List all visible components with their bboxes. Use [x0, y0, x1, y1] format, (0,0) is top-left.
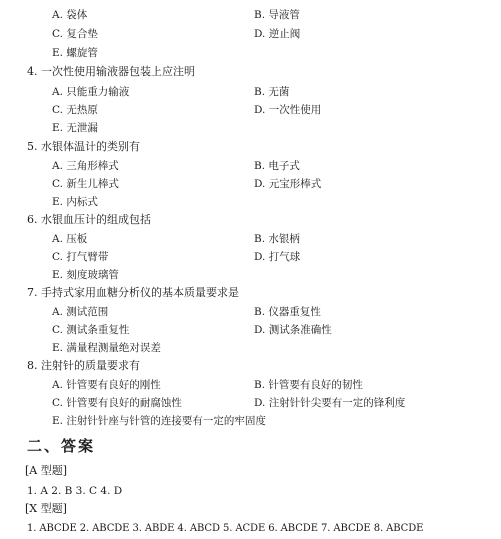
- q7-option-c: C. 测试条重复性: [52, 324, 130, 336]
- q8-option-b: B. 针管要有良好的韧性: [254, 379, 363, 391]
- q5-option-b: B. 电子式: [254, 160, 300, 172]
- q8-option-c: C. 针管要有良好的耐腐蚀性: [52, 397, 182, 409]
- q4-option-c: C. 无热原: [52, 104, 98, 116]
- q4-option-d: D. 一次性使用: [254, 104, 322, 116]
- q5-option-a: A. 三角形棒式: [52, 160, 119, 172]
- q7-option-e: E. 满量程测量绝对误差: [52, 342, 161, 354]
- q6-option-d: D. 打气球: [254, 251, 301, 263]
- q6-option-e: E. 刻度玻璃管: [52, 269, 119, 281]
- option-d: D. 逆止阀: [254, 28, 301, 40]
- x-type-label: [X 型题]: [25, 502, 67, 515]
- q6-option-a: A. 压板: [52, 233, 88, 245]
- question-8-title: 8. 注射针的质量要求有: [27, 359, 140, 372]
- q4-option-a: A. 只能重力输液: [52, 86, 130, 98]
- q5-option-d: D. 元宝形棒式: [254, 178, 322, 190]
- q5-option-e: E. 内标式: [52, 196, 98, 208]
- q6-option-c: C. 打气臂带: [52, 251, 109, 263]
- question-5-title: 5. 水银体温计的类别有: [27, 140, 140, 153]
- option-b: B. 导液管: [254, 9, 300, 21]
- section-heading-answers: 二、答案: [27, 437, 96, 455]
- question-6-title: 6. 水银血压计的组成包括: [27, 213, 151, 226]
- option-c: C. 复合垫: [52, 28, 98, 40]
- q4-option-b: B. 无菌: [254, 86, 290, 98]
- q5-option-c: C. 新生儿棒式: [52, 178, 119, 190]
- option-a: A. 袋体: [52, 9, 88, 21]
- q8-option-d: D. 注射针针尖要有一定的锋利度: [254, 397, 406, 409]
- q7-option-b: B. 仪器重复性: [254, 306, 321, 318]
- q7-option-d: D. 测试条准确性: [254, 324, 332, 336]
- x-type-answers: 1. ABCDE 2. ABCDE 3. ABDE 4. ABCD 5. ACDE 6. ABCDE 7. ABCDE 8. ABCDE: [27, 523, 424, 534]
- a-type-label: [A 型题]: [25, 464, 68, 477]
- q8-option-e: E. 注射针针座与针管的连接要有一定的牢固度: [52, 415, 266, 427]
- q8-option-a: A. 针管要有良好的刚性: [52, 379, 161, 391]
- option-e: E. 螺旋管: [52, 47, 98, 59]
- q7-option-a: A. 测试范围: [52, 306, 109, 318]
- q6-option-b: B. 水银柄: [254, 233, 300, 245]
- q4-option-e: E. 无泄漏: [52, 122, 98, 134]
- question-4-title: 4. 一次性使用输液器包装上应注明: [27, 65, 195, 78]
- a-type-answers: 1. A 2. B 3. C 4. D: [27, 485, 123, 497]
- question-7-title: 7. 手持式家用血糖分析仪的基本质量要求是: [27, 286, 239, 299]
